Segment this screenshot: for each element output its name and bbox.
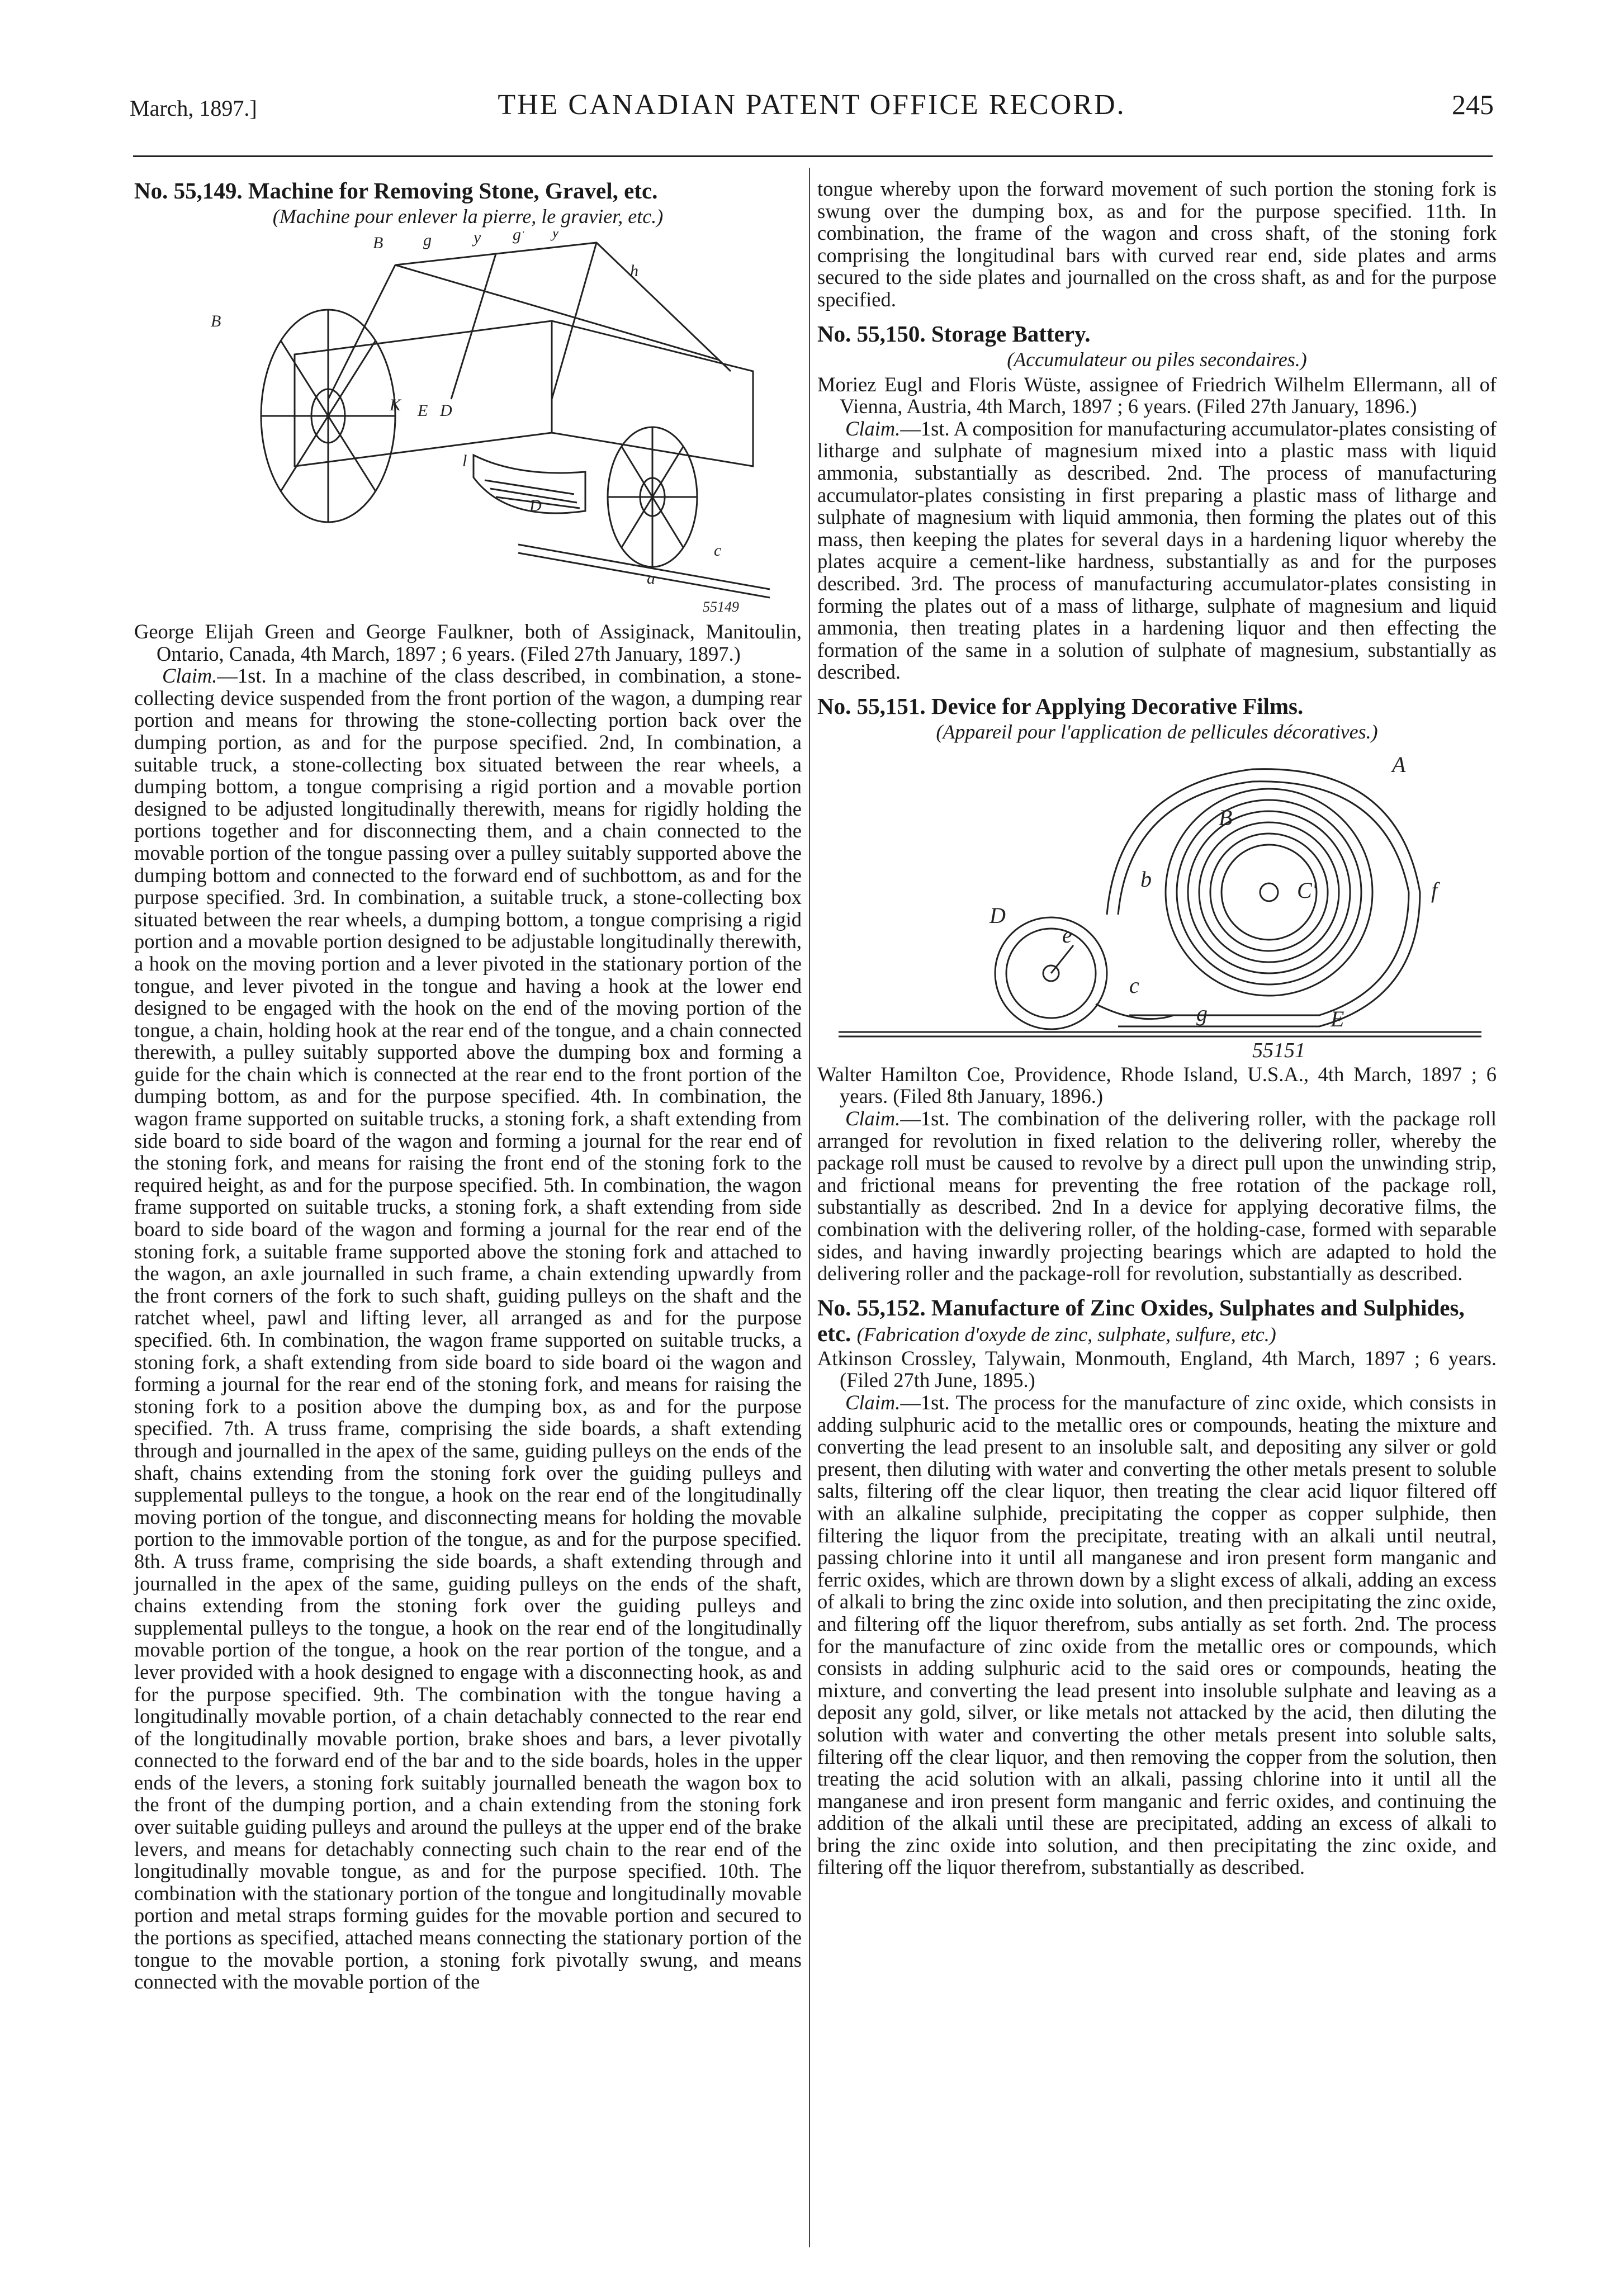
svg-text:h: h [630, 262, 638, 280]
claim-55152 [817, 1391, 1497, 1878]
claim-text-55152: —1st. The process for the manufacture of zinc oxide, which consists in adding sulphuric acid to the metallic ores or compounds, heating the mixture and converting the lead present to an insoluble salt, and depositing any silver or gold present, then diluting with water and converting the other metals present to soluble salts, filtering off the clear liquor, then treating the clear acid liquor filtered off with an alkaline sulphide, precipitating the copper as copper sulphide, then filtering the liquor from the precipitate, treating with an alkali until neutral, passing chlorine into it until all manganese and iron present form manganic and ferric oxides, which are thrown down by a slight excess of alkali, adding an excess of alkali to bring the zinc oxide into solution, and then precipitating the zinc oxide, and filtering off the liquor therefrom, subs antially as set forth. 2nd. The process for the manufacture of zinc oxide from the metallic ores or compounds, which consists in adding sulphuric acid to the said ores or compounds, heating the mixture, and converting the lead present into insoluble sulphate and leaving as a deposit any gold, silver, or like metals not attacked by the acid, then diluting the solution with water and converting the other metals present into soluble salts, filtering off the clear liquor, and then removing the copper from the solution, then treating the acid solution with an alkali, passing chlorine into it until all the manganese and iron present form manganic and ferric oxides, and continuing the addition of the alkali until these are precipitated, adding an excess of alkali to bring the zinc oxide into solution, and then precipitating the zinc oxide, and filtering off the liquor therefrom, substantially as described. [817, 1391, 1497, 1879]
svg-text:K: K [390, 396, 401, 414]
claim-continued-55149: tongue whereby upon the forward movement of such portion the stoning fork is swung over the dumping box, as and for the purpose specified. 11th. In combination, the frame of the wagon and cross shaft, of the stoning fork comprising the longitudinal bars with curved rear end, side plates and arms secured to the side plates and journalled on the cross shaft, as and for the purpose specified. [817, 177, 1497, 311]
page-number: 245 [1452, 89, 1494, 120]
figure-letter-D: D [989, 902, 1006, 928]
stone-machine-drawing [160, 231, 775, 617]
left-column [134, 178, 802, 1993]
claim-label: Claim. [845, 1391, 901, 1414]
claim-label: Claim. [845, 416, 901, 440]
figure-letter-E: E [1330, 1006, 1344, 1031]
figure-letter-g: g [1196, 1000, 1208, 1026]
claim-55151 [817, 1107, 1497, 1285]
svg-text:D: D [529, 496, 542, 515]
applicants-55150: Moriez Eugl and Floris Wüste, assignee of Friedrich Wilhelm Ellermann, all of Vienna, Austria, 4th March, 1897 ; 6 years. (Filed 27th January, 1896.) [817, 372, 1497, 418]
column-divider [809, 168, 810, 2247]
claim-text-55151: —1st. The combination of the delivering roller, with the package roll arranged for revolution in fixed relation to the delivering roller, whereby the package roll must be caused to revolve by a direct pull upon the unwinding strip, and frictional means for preventing the free rotation of the package roll, substantially as described. 2nd In a device for applying decorative films, the combination with the delivering roller, of the holding-case, formed with separable sides, and having inwardly projecting bearings which are adapted to hold the delivering roller and the package-roll for revolution, substantially as described. [817, 1107, 1497, 1285]
entry-title-55149: No. 55,149. Machine for Removing Stone, Gravel, etc. [134, 178, 658, 203]
french-title-55150: (Accumulateur ou piles secondaires.) [1007, 348, 1307, 371]
claim-55149 [134, 665, 802, 1993]
applicants-55152: Atkinson Crossley, Talywain, Monmouth, England, 4th March, 1897 ; 6 years. (Filed 27th June, 1895.) [817, 1346, 1497, 1392]
claim-text-55149: —1st. In a machine of the class described, in combination, a stone-collecting device suspended from the front portion of the wagon, a dumping rear portion and means for throwing the stone-collecting portion back over the dumping portion, as and for the purpose specified. 2nd, In combination, a suitable truck, a stone-collecting box situated between the rear wheels, a dumping bottom, a tongue comprising a rigid portion and a movable portion designed to be adjusted longitudinally therewith, means for rigidly holding the portions together and for disconnecting them, and a chain connected to the movable portion of the tongue passing over a pulley suitably supported above the dumping bottom and connected to the forward end of suchbottom, as and for the purpose specified. 3rd. In combination, a suitable truck, a stone-collecting box situated between the rear wheels, a dumping bottom, a tongue comprising a rigid portion and a movable portion designed to be adjustable longitudinally therewith, a hook on the moving portion and a lever pivoted in the stationary portion of the tongue, and lever pivoted in the tongue and having a hook at the lower end designed to be engaged with the hook on the end of the moving portion of the tongue, a chain, holding hook at the rear end of the tongue, and a chain connected therewith, a pulley suitably supported above the dumping box and forming a guide for the chain which is connected at the rear end to the front portion of the dumping bottom, as and for the purpose specified. 4th. In combination, the wagon frame supported on suitable trucks, a stoning fork, a shaft extending from side board to side board of the wagon and forming a journal for the rear end of the stoning fork, and means for raising the front end of the stoning fork to the required height, as and for the purpose specified. 5th. In combination, the wagon frame supported on suitable trucks, a stoning fork, a shaft extending from side board to side board of the wagon and forming a journal for the rear end of the stoning fork, a suitable frame supported above the stoning fork and attached to the wagon, an axle journalled in such frame, a chain extending upwardly from the front corners of the fork to such shaft, guiding pulleys on the shaft and the ratchet wheel, pawl and lifting lever, all arranged as and for the purpose specified. 6th. In combination, the wagon frame supported on suitable trucks, a stoning fork, a shaft extending from side board to side board oi the wagon and forming a journal for the rear end of the stoning fork, and means for raising the stoning fork to a position above the dumping box, as and for the purpose specified. 7th. A truss frame, comprising the side boards, a shaft extending through and journalled in the apex of the same, guiding pulleys on the ends of the shaft, chains extending from the stoning fork over the guiding pulleys and supplemental pulleys to the tongue, a hook on the rear end of the longitudinally moving portion of the tongue, and disconnecting means for holding the movable portion to the immovable portion of the tongue, as and for the purpose specified. 8th. A truss frame, comprising the side boards, a shaft extending through and journalled in the apex of the same, guiding pulleys on the ends of the shaft, chains extending from the stoning fork over the guiding pulleys and supplemental pulleys to the tongue, a hook on the rear end of the longitudinally movable portion of the tongue, a hook on the rear portion of the tongue, and a lever provided with a hook designed to engage with a disconnecting hook, as and for the purpose specified. 9th. The combination with the tongue having a longitudinally movable portion, of a chain detachably connected to the rear end of the longitudinally movable portion, brake shoes and bars, a lever pivotally connected to the forward end of the bar and to the side boards, holes in the upper ends of the levers, a stoning fork suitably journalled beneath the wagon box to the front of the dumping portion, and a chain extending from the stoning fork over suitable guiding pulleys and around the pulleys at the upper end of the brake levers, and means for detachably connecting such chain to the rear end of the longitudinally movable tongue, as and for the purpose specified. 10th. The combination with the stationary portion of the tongue and longitudinally movable portion and metal straps forming guides for the movable portion and secured to the portions as specified, attached means connecting the stationary portion of the tongue to the movable portion, a stoning fork pivotally swung, and means connected with the movable portion of the [134, 664, 802, 1994]
svg-text:D: D [440, 401, 452, 420]
film-device-drawing [827, 747, 1487, 1060]
svg-text:g: g [423, 231, 432, 249]
svg-text:B: B [373, 234, 384, 252]
svg-text:a: a [647, 569, 655, 588]
figure-letter-b: b [1140, 866, 1152, 892]
header-date: March, 1897.] [130, 96, 257, 121]
figure-number-55149: 55149 [703, 599, 739, 615]
figure-letter-f: f [1431, 877, 1437, 903]
svg-text:y: y [552, 231, 560, 241]
header-rule [133, 155, 1493, 157]
french-title-55151: (Appareil pour l'application de pellicules décoratives.) [936, 720, 1378, 743]
claim-55150 [817, 418, 1497, 683]
applicants-55149: George Elijah Green and George Faulkner, both of Assiginack, Manitoulin, Ontario, Canada, 4th March, 1897 ; 6 years. (Filed 27th January, 1897.) [134, 620, 802, 665]
french-title-55149: (Machine pour enlever la pierre, le gravier, etc.) [272, 205, 664, 228]
figure-letter-C: C' [1296, 877, 1317, 903]
svg-text:g': g' [513, 231, 525, 244]
claim-label: Claim. [162, 664, 217, 688]
entry-title-55150: No. 55,150. Storage Battery. [817, 320, 1091, 347]
figure-letter-B: B [1218, 804, 1232, 830]
entry-title-55152 [817, 1295, 1497, 1347]
svg-text:y: y [474, 231, 481, 247]
page-header [130, 88, 1494, 127]
svg-text:E: E [418, 401, 428, 420]
svg-text:c: c [714, 541, 722, 560]
french-title-55152: (Fabrication d'oxyde de zinc, sulphate, sulfure, etc.) [856, 1323, 1276, 1346]
journal-title: THE CANADIAN PATENT OFFICE RECORD. [498, 89, 1126, 121]
entry-title-text-55152: No. 55,152. Manufacture of Zinc Oxides, Sulphates and Sulphides, etc. [817, 1294, 1465, 1346]
svg-text:l: l [462, 452, 467, 470]
film-device-illustration [827, 747, 1487, 1060]
applicants-55151: Walter Hamilton Coe, Providence, Rhode Island, U.S.A., 4th March, 1897 ; 6 years. (Filed 8th January, 1896.) [817, 1062, 1497, 1108]
entry-title-55151: No. 55,151. Device for Applying Decorative Films. [817, 693, 1304, 719]
right-column [817, 178, 1497, 1878]
claim-label: Claim. [845, 1107, 901, 1130]
svg-text:B: B [211, 312, 221, 330]
figure-letter-c: c [1129, 972, 1139, 998]
figure-letter-e: e [1062, 922, 1072, 948]
figure-letter-A: A [1391, 751, 1405, 777]
machine-illustration [160, 231, 775, 617]
claim-text-55150: —1st. A composition for manufacturing accumulator-plates consisting of litharge and sulphate of magnesium mixed into a plastic mass with liquid ammonia, substantially as described. 2nd. The process of manufacturing accumulator-plates consisting in first preparing a plastic mass of litharge and sulphate of magnesium with liquid ammonia, then forming the plates out of this mass, then keeping the plates for several days in a hardening liquor whereby the plates acquire a cement-like hardness, substantially as and for the purposes described. 3rd. The process of manufacturing accumulator-plates consisting in forming the plates out of a mass of litharge, sulphate of magnesium and liquid ammonia, then treating plates in a hardening liquor and then effecting the formation of the same in a solution of sulphate of magnesium, substantially as described. [817, 416, 1497, 684]
figure-number-55151: 55151 [1252, 1038, 1305, 1060]
